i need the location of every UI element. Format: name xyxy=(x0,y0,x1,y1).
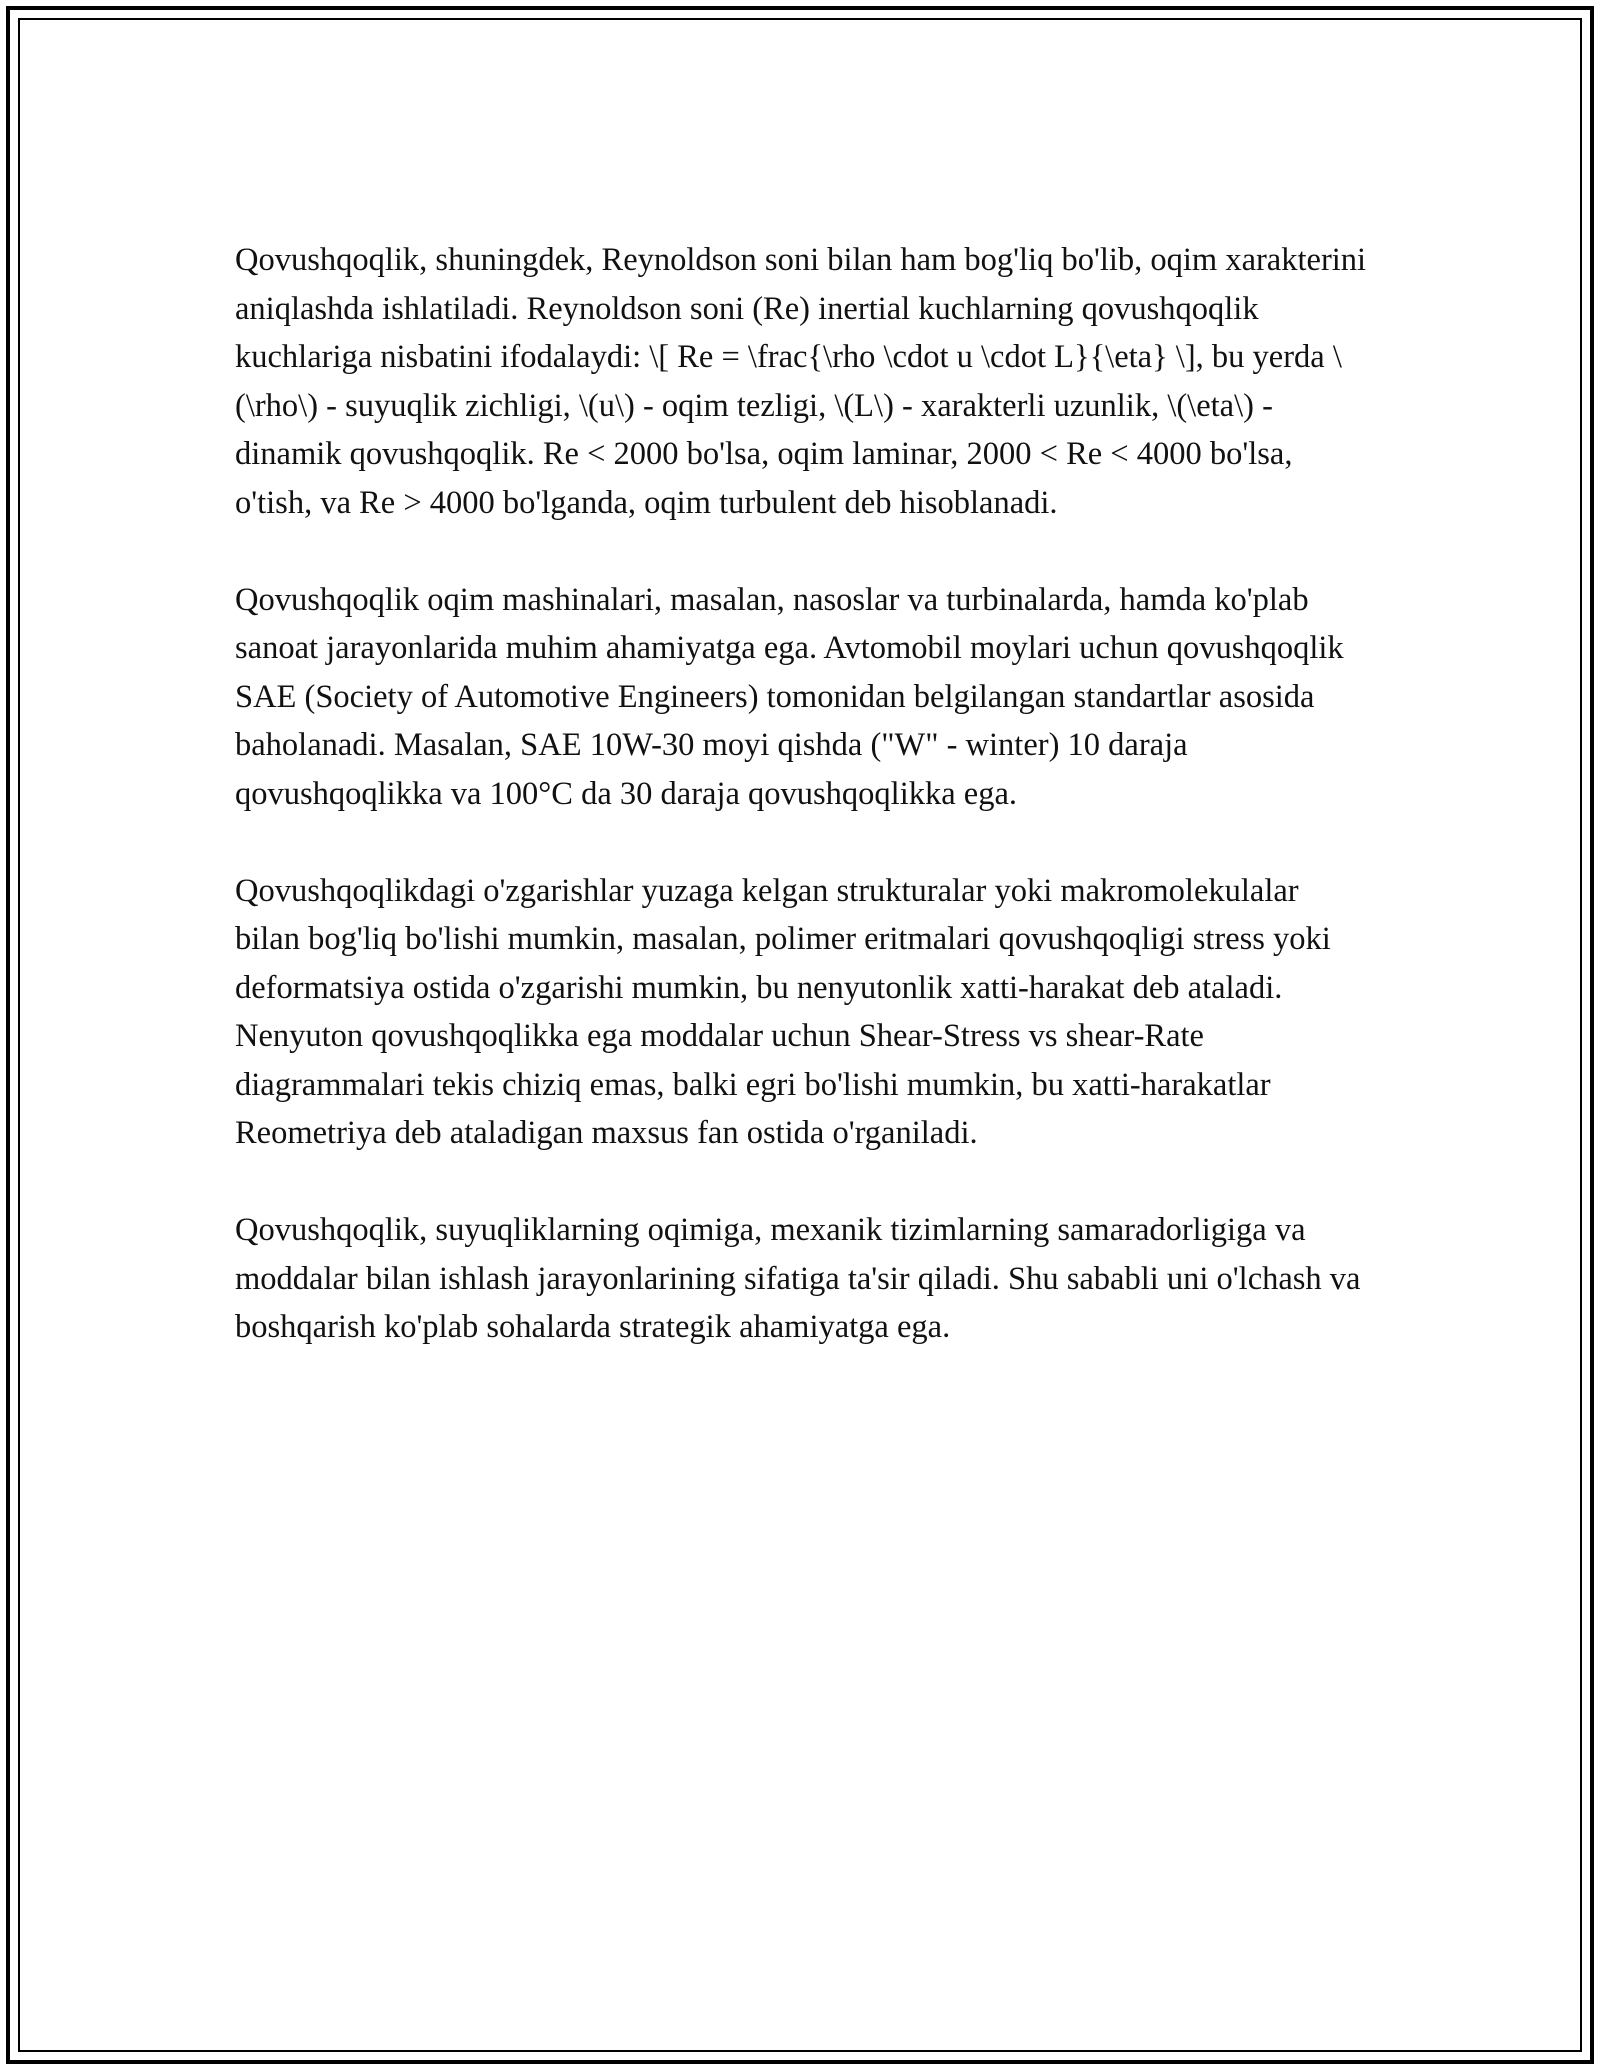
document-body xyxy=(235,236,1370,1400)
paragraph-reynolds-number: Qovushqoqlik, shuningdek, Reynoldson soni bilan ham bog'liq bo'lib, oqim xarakterini aniqlashda ishlatiladi. Reynoldson soni (Re) inertial kuchlarning qovushqoqlik kuchlariga nisbatini ifodalaydi: \[ Re = \frac{\rho \cdot u \cdot L}{\eta} \], bu yerda \(\rho\) - suyuqlik zichligi, \(u\) - oqim tezligi, \(L\) - xarakterli uzunlik, \(\eta\) - dinamik qovushqoqlik. Re < 2000 bo'lsa, oqim laminar, 2000 < Re < 4000 bo'lsa, o'tish, va Re > 4000 bo'lganda, oqim turbulent deb hisoblanadi. xyxy=(235,242,1367,521)
paragraph-sae-oil-viscosity: Qovushqoqlik oqim mashinalari, masalan, nasoslar va turbinalarda, hamda ko'plab sanoat jarayonlarida muhim ahamiyatga ega. Avtomobil moylari uchun qovushqoqlik SAE (Society of Automotive Engineers) tomonidan belgilangan standartlar asosida baholanadi. Masalan, SAE 10W-30 moyi qishda ("W" - winter) 10 daraja qovushqoqlikka va 100°C da 30 daraja qovushqoqlikka ega. xyxy=(235,581,1344,812)
paragraph-conclusion: Qovushqoqlik, suyuqliklarning oqimiga, mexanik tizimlarning samaradorligiga va moddalar bilan ishlash jarayonlarining sifatiga ta'sir qiladi. Shu sababli uni o'lchash va boshqarish ko'plab sohalarda strategik ahamiyatga ega. xyxy=(235,1212,1361,1345)
paragraph-non-newtonian: Qovushqoqlikdagi o'zgarishlar yuzaga kelgan strukturalar yoki makromolekulalar bilan bog'liq bo'lishi mumkin, masalan, polimer eritmalari qovushqoqligi stress yoki deformatsiya ostida o'zgarishi mumkin, bu nenyutonlik xatti-harakat deb ataladi. Nenyuton qovushqoqlikka ega moddalar uchun Shear-Stress vs shear-Rate diagrammalari tekis chiziq emas, balki egri bo'lishi mumkin, bu xatti-harakatlar Reometriya deb ataladigan maxsus fan ostida o'rganiladi. xyxy=(235,872,1331,1151)
